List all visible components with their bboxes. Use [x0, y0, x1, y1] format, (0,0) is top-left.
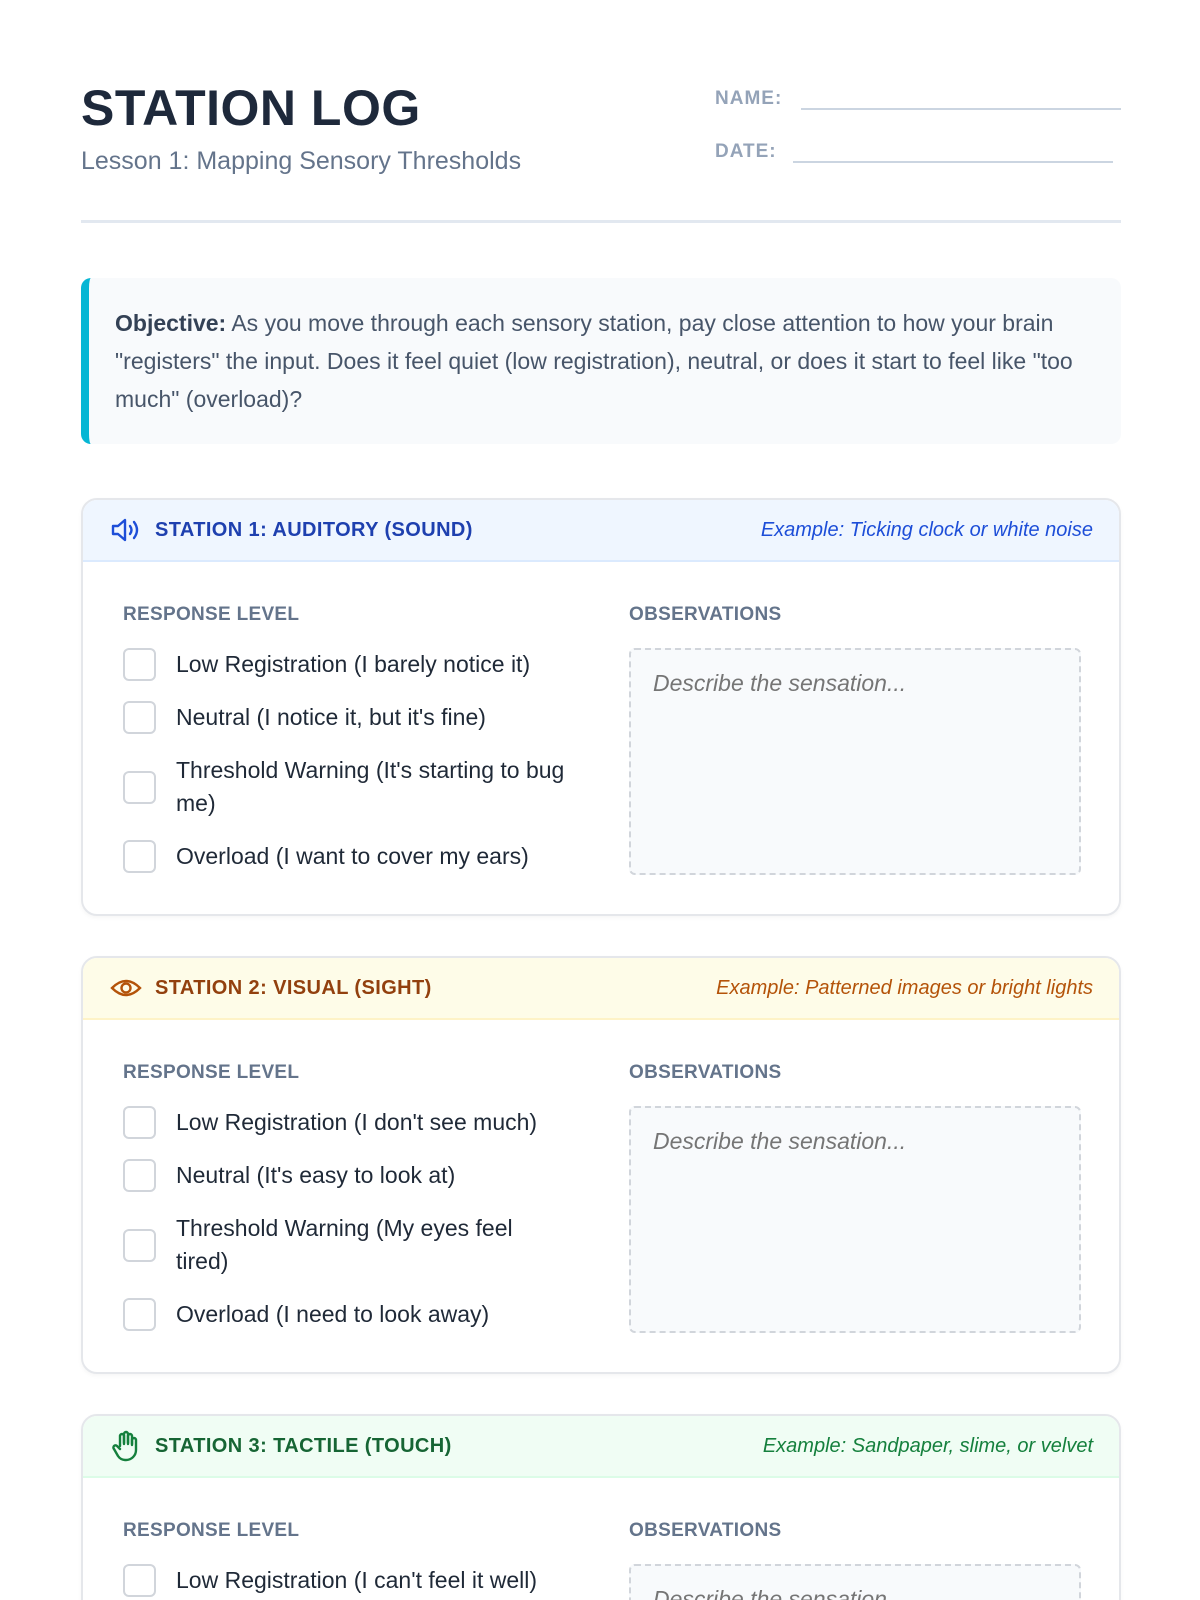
option-low-registration[interactable] [123, 648, 583, 681]
option-label: Neutral (It's easy to look at) [176, 1162, 456, 1188]
station-header [83, 500, 1119, 562]
option-overload[interactable] [123, 840, 583, 873]
station-header [83, 1416, 1119, 1478]
date-field[interactable] [715, 141, 1113, 163]
objective-box [81, 278, 1121, 444]
option-label: Low Registration (I can't feel it well) [176, 1567, 538, 1593]
option-threshold-warning[interactable] [123, 754, 583, 820]
page-title: STATION LOG [81, 80, 421, 136]
name-field[interactable] [715, 88, 1121, 110]
checkbox[interactable] [123, 1159, 156, 1192]
station-title: STATION 3: TACTILE (TOUCH) [155, 1434, 452, 1457]
checkbox[interactable] [123, 1229, 156, 1262]
observations-input[interactable] [629, 1106, 1081, 1333]
eye-icon [109, 971, 143, 1005]
option-low-registration[interactable] [123, 1106, 583, 1139]
station-tactile [81, 1414, 1121, 1600]
speaker-icon [109, 513, 143, 547]
station-auditory [81, 498, 1121, 916]
option-label: Overload (I want to cover my ears) [176, 843, 529, 869]
response-level-label: RESPONSE LEVEL [123, 604, 300, 625]
option-label: Threshold Warning (It's starting to bug me) [176, 757, 565, 816]
observations-input[interactable] [629, 648, 1081, 875]
checkbox[interactable] [123, 1106, 156, 1139]
station-visual [81, 956, 1121, 1374]
worksheet-page [81, 0, 1121, 1593]
name-label: NAME: [715, 88, 783, 109]
checkbox[interactable] [123, 648, 156, 681]
station-title: STATION 2: VISUAL (SIGHT) [155, 976, 432, 999]
response-level-label: RESPONSE LEVEL [123, 1062, 300, 1083]
observations-label: OBSERVATIONS [629, 1062, 782, 1083]
option-label: Overload (I need to look away) [176, 1301, 490, 1327]
option-label: Low Registration (I barely notice it) [176, 651, 531, 677]
objective-text: As you move through each sensory station, pay close attention to how your brain "registers" the input. Does it feel quiet (low registration), neutral, or does it start to feel like "too much" (overload)? [115, 310, 1073, 412]
page-header [81, 0, 1121, 223]
option-low-registration[interactable] [123, 1564, 583, 1597]
hand-icon [109, 1429, 143, 1463]
option-threshold-warning[interactable] [123, 1212, 583, 1278]
observations-input[interactable] [629, 1564, 1081, 1600]
station-example: Example: Ticking clock or white noise [760, 518, 1093, 541]
station-example: Example: Patterned images or bright lights [716, 976, 1093, 999]
option-neutral[interactable] [123, 1159, 583, 1192]
response-options [123, 648, 583, 893]
checkbox[interactable] [123, 840, 156, 873]
name-input-line[interactable] [801, 88, 1121, 110]
checkbox[interactable] [123, 771, 156, 804]
option-label: Neutral (I notice it, but it's fine) [176, 704, 486, 730]
station-example: Example: Sandpaper, slime, or velvet [762, 1434, 1093, 1457]
option-overload[interactable] [123, 1298, 583, 1331]
page-subtitle: Lesson 1: Mapping Sensory Thresholds [81, 147, 522, 175]
date-input-line[interactable] [793, 141, 1113, 163]
option-neutral[interactable] [123, 701, 583, 734]
option-label: Low Registration (I don't see much) [176, 1109, 538, 1135]
station-title: STATION 1: AUDITORY (SOUND) [155, 518, 473, 541]
response-level-label: RESPONSE LEVEL [123, 1520, 300, 1541]
date-label: DATE: [715, 141, 777, 162]
response-options [123, 1564, 583, 1600]
station-header [83, 958, 1119, 1020]
response-options [123, 1106, 583, 1351]
checkbox[interactable] [123, 1298, 156, 1331]
checkbox[interactable] [123, 701, 156, 734]
checkbox[interactable] [123, 1564, 156, 1597]
option-label: Threshold Warning (My eyes feel tired) [176, 1215, 513, 1274]
observations-label: OBSERVATIONS [629, 1520, 782, 1541]
objective-label: Objective: [115, 310, 227, 336]
observations-label: OBSERVATIONS [629, 604, 782, 625]
